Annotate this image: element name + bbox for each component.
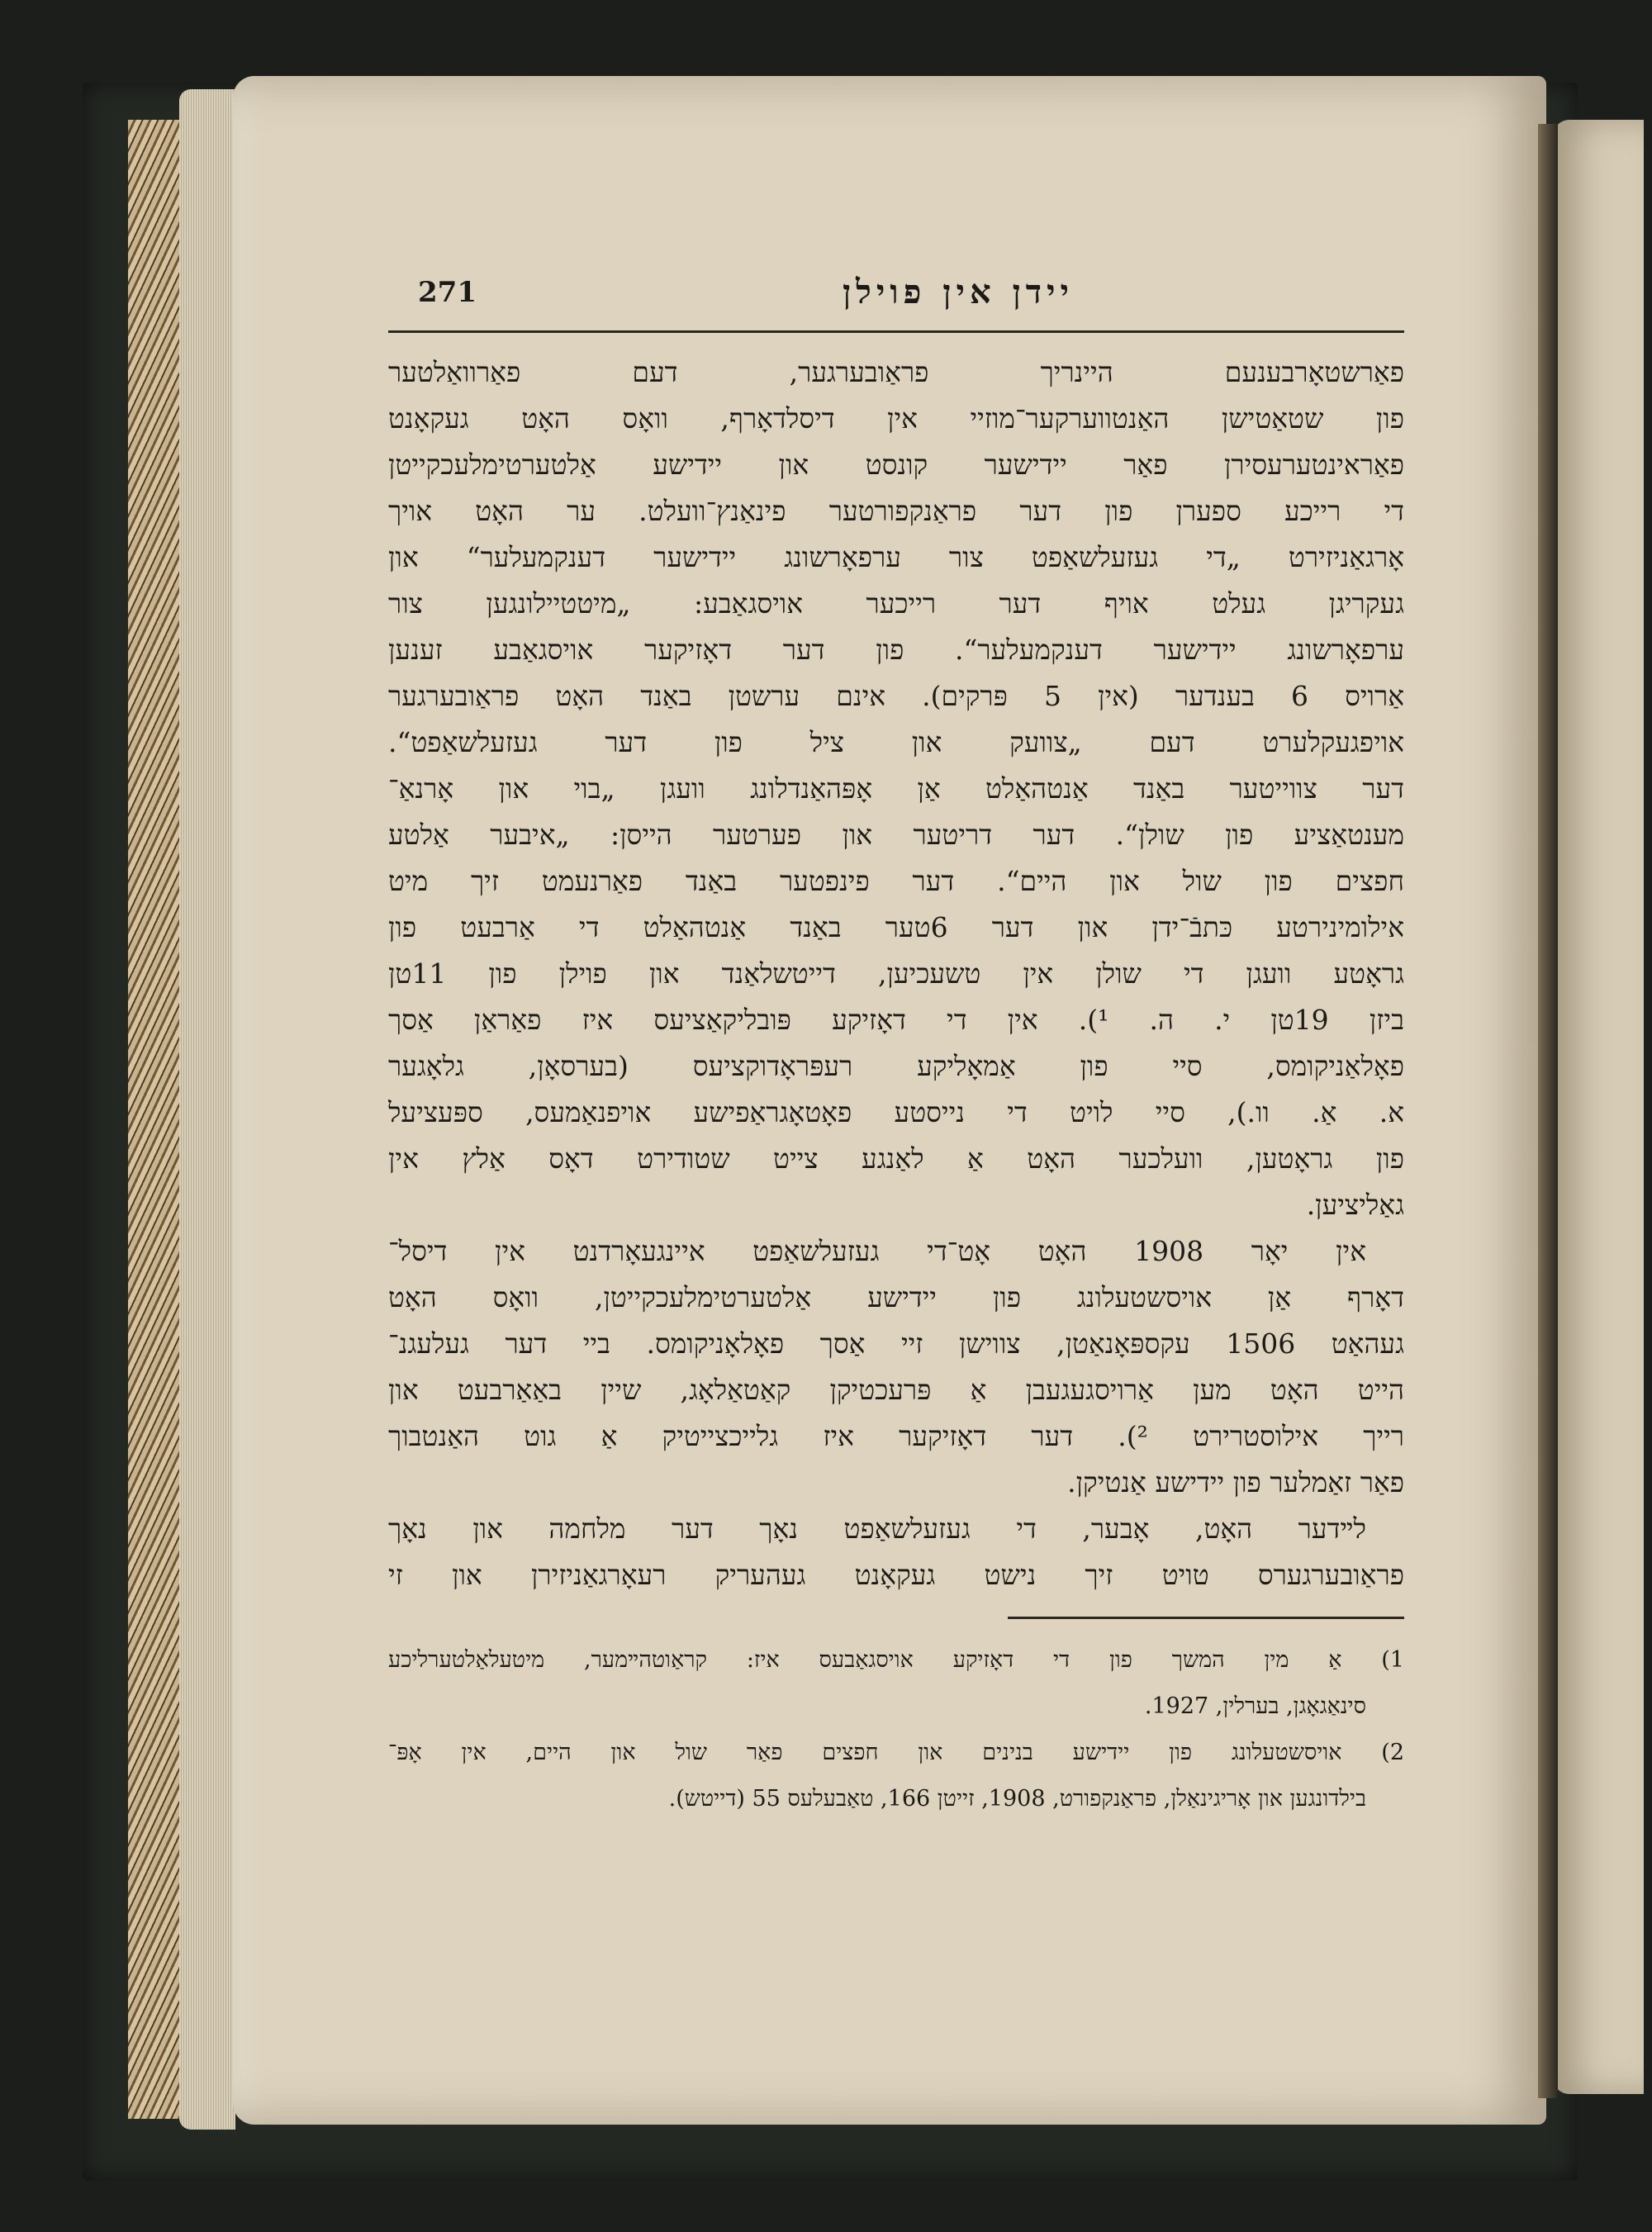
body-text	[388, 349, 1404, 1598]
body-line: גראָטע וועגן די שולן אין טשעכיען, דייטשלאַנד און פוילן פון 11טן	[388, 957, 1404, 990]
body-line: הייט האָט מען אַרויסגעגעבן אַ פּרעכטיקן קאַטאַלאָג, שיין באַאַרבעט און	[388, 1374, 1404, 1406]
body-line: ערפאָרשונג יידישער דענקמעלער“. פון דער דאָזיקער אויסגאַבע זענען	[388, 634, 1404, 666]
body-line: פאַר זאַמלער פון יידישע אַנטיקן.	[1067, 1466, 1404, 1498]
body-line: חפצים פון שול און היים“. דער פינפטער באַנד פאַרנעמט זיך מיט	[388, 865, 1404, 897]
body-line: ביזן 19טן י. ה. ¹). אין די דאָזיקע פּובליקאַציעס איז פאַראַן אַסך	[388, 1004, 1404, 1036]
page-edges	[179, 89, 235, 2130]
body-line: פאַראינטערעסירן פאַר יידישער קונסט און יידישע אַלטערטימלעכקייטן	[388, 449, 1404, 481]
body-line: אילומינירטע כּתבֿ־ידן און דער 6טער באַנד אַנטהאַלט די אַרבעט פון	[388, 911, 1404, 943]
body-line: דער צווייטער באַנד אַנטהאַלט אַן אָפּהאַנדלונג וועגן „בוי און אָרנאַ־	[388, 772, 1404, 805]
footnote-line: 1) אַ מין המשך פון די דאָזיקע אויסגאַבעס איז: קראַוטהײמער, מיטעלאַלטערליכע	[388, 1647, 1404, 1673]
footnote-rule	[1008, 1617, 1404, 1619]
body-line: אָרגאַניזירט „די געזעלשאַפט צור ערפאָרשונג יידישער דענקמעלער“ און	[388, 541, 1404, 573]
decorative-page-edge	[128, 120, 182, 2119]
body-line: געקריגן געלט אויף דער רייכער אויסגאַבע: „מיטטיילונגען צור	[388, 587, 1404, 620]
body-line: מענטאַציע פון שולן“. דער דריטער און פערטער הייסן: „איבער אַלטע	[388, 819, 1404, 851]
page-header	[388, 273, 1404, 333]
footnote-line: בילדונגען און אָריגינאַלן, פראַנקפורט, 1908, זייטן 166, טאַבעלעס 55 (דייטש).	[668, 1786, 1366, 1812]
body-line: דאָרף אַן אויסשטעלונג פון יידישע אַלטערטימלעכקייטן, וואָס האָט	[388, 1281, 1404, 1313]
body-line: פון גראָטען, וועלכער האָט אַ לאַנגע צייט שטודירט דאָס אַלץ אין	[388, 1142, 1404, 1175]
footnote-line: סינאַגאָגן, בערלין, 1927.	[1144, 1693, 1366, 1719]
body-line: פון שטאַטישן האַנטווערקער־מוזיי אין דיסלדאָרף, וואָס האָט געקאָנט	[388, 402, 1404, 435]
page-text-block	[388, 273, 1404, 1822]
body-line: אויפגעקלערט דעם „צוועק און ציל פון דער געזעלשאַפט“.	[388, 726, 1404, 758]
body-line: די רייכע ספערן פון דער פראַנקפורטער פינאַנץ־וועלט. ער האָט אויך	[388, 495, 1404, 527]
body-line: גאַליציען.	[1306, 1189, 1404, 1221]
footnotes	[388, 1637, 1404, 1822]
body-line: רייך אילוסטרירט ²). דער דאָזיקער איז גלייכצייטיק אַ גוט האַנטבוך	[388, 1420, 1404, 1452]
running-title: יידן אין פוילן	[842, 273, 1074, 311]
body-line: פאָלאַניקומס, סיי פון אַמאָליקע רעפּראָדוקציעס (בערסאָן, גלאָגער	[388, 1050, 1404, 1082]
body-line: געהאַט 1506 עקספּאָנאַטן, צווישן זיי אַסך פאָלאָניקומס. ביי דער געלעגנ־	[388, 1327, 1404, 1360]
book-gutter	[1538, 124, 1558, 2098]
body-line: א. אַ. וו.), סיי לויט די נייסטע פאָטאָגראַפישע אויפנאַמעס, ספּעציעל	[388, 1096, 1404, 1128]
body-line: פאַרשטאָרבענעם היינריך פראַובערגער, דעם פאַרוואַלטער	[388, 356, 1404, 388]
body-line: לײדער האָט, אָבער, די געזעלשאַפט נאָך דער מלחמה און נאָך	[388, 1513, 1366, 1545]
footnote-line: 2) אויסשטעלונג פון יידישע בנינים און חפצים פאַר שול און היים, אין אָפּ־	[388, 1740, 1404, 1765]
body-line: פראַובערגערס טויט זיך נישט געקאָנט געהעריק רעאָרגאַניזירן און זי	[388, 1559, 1404, 1591]
facing-page	[1553, 120, 1644, 2094]
body-line: אין יאָר 1908 האָט אָט־די געזעלשאַפט איינגעאָרדנט אין דיסל־	[388, 1235, 1366, 1267]
body-line: אַרויס 6 בענדער (אין 5 פּרקים). אינם ערשטן באַנד האָט פראַובערגער	[388, 680, 1404, 712]
page-number: 271	[418, 276, 477, 309]
